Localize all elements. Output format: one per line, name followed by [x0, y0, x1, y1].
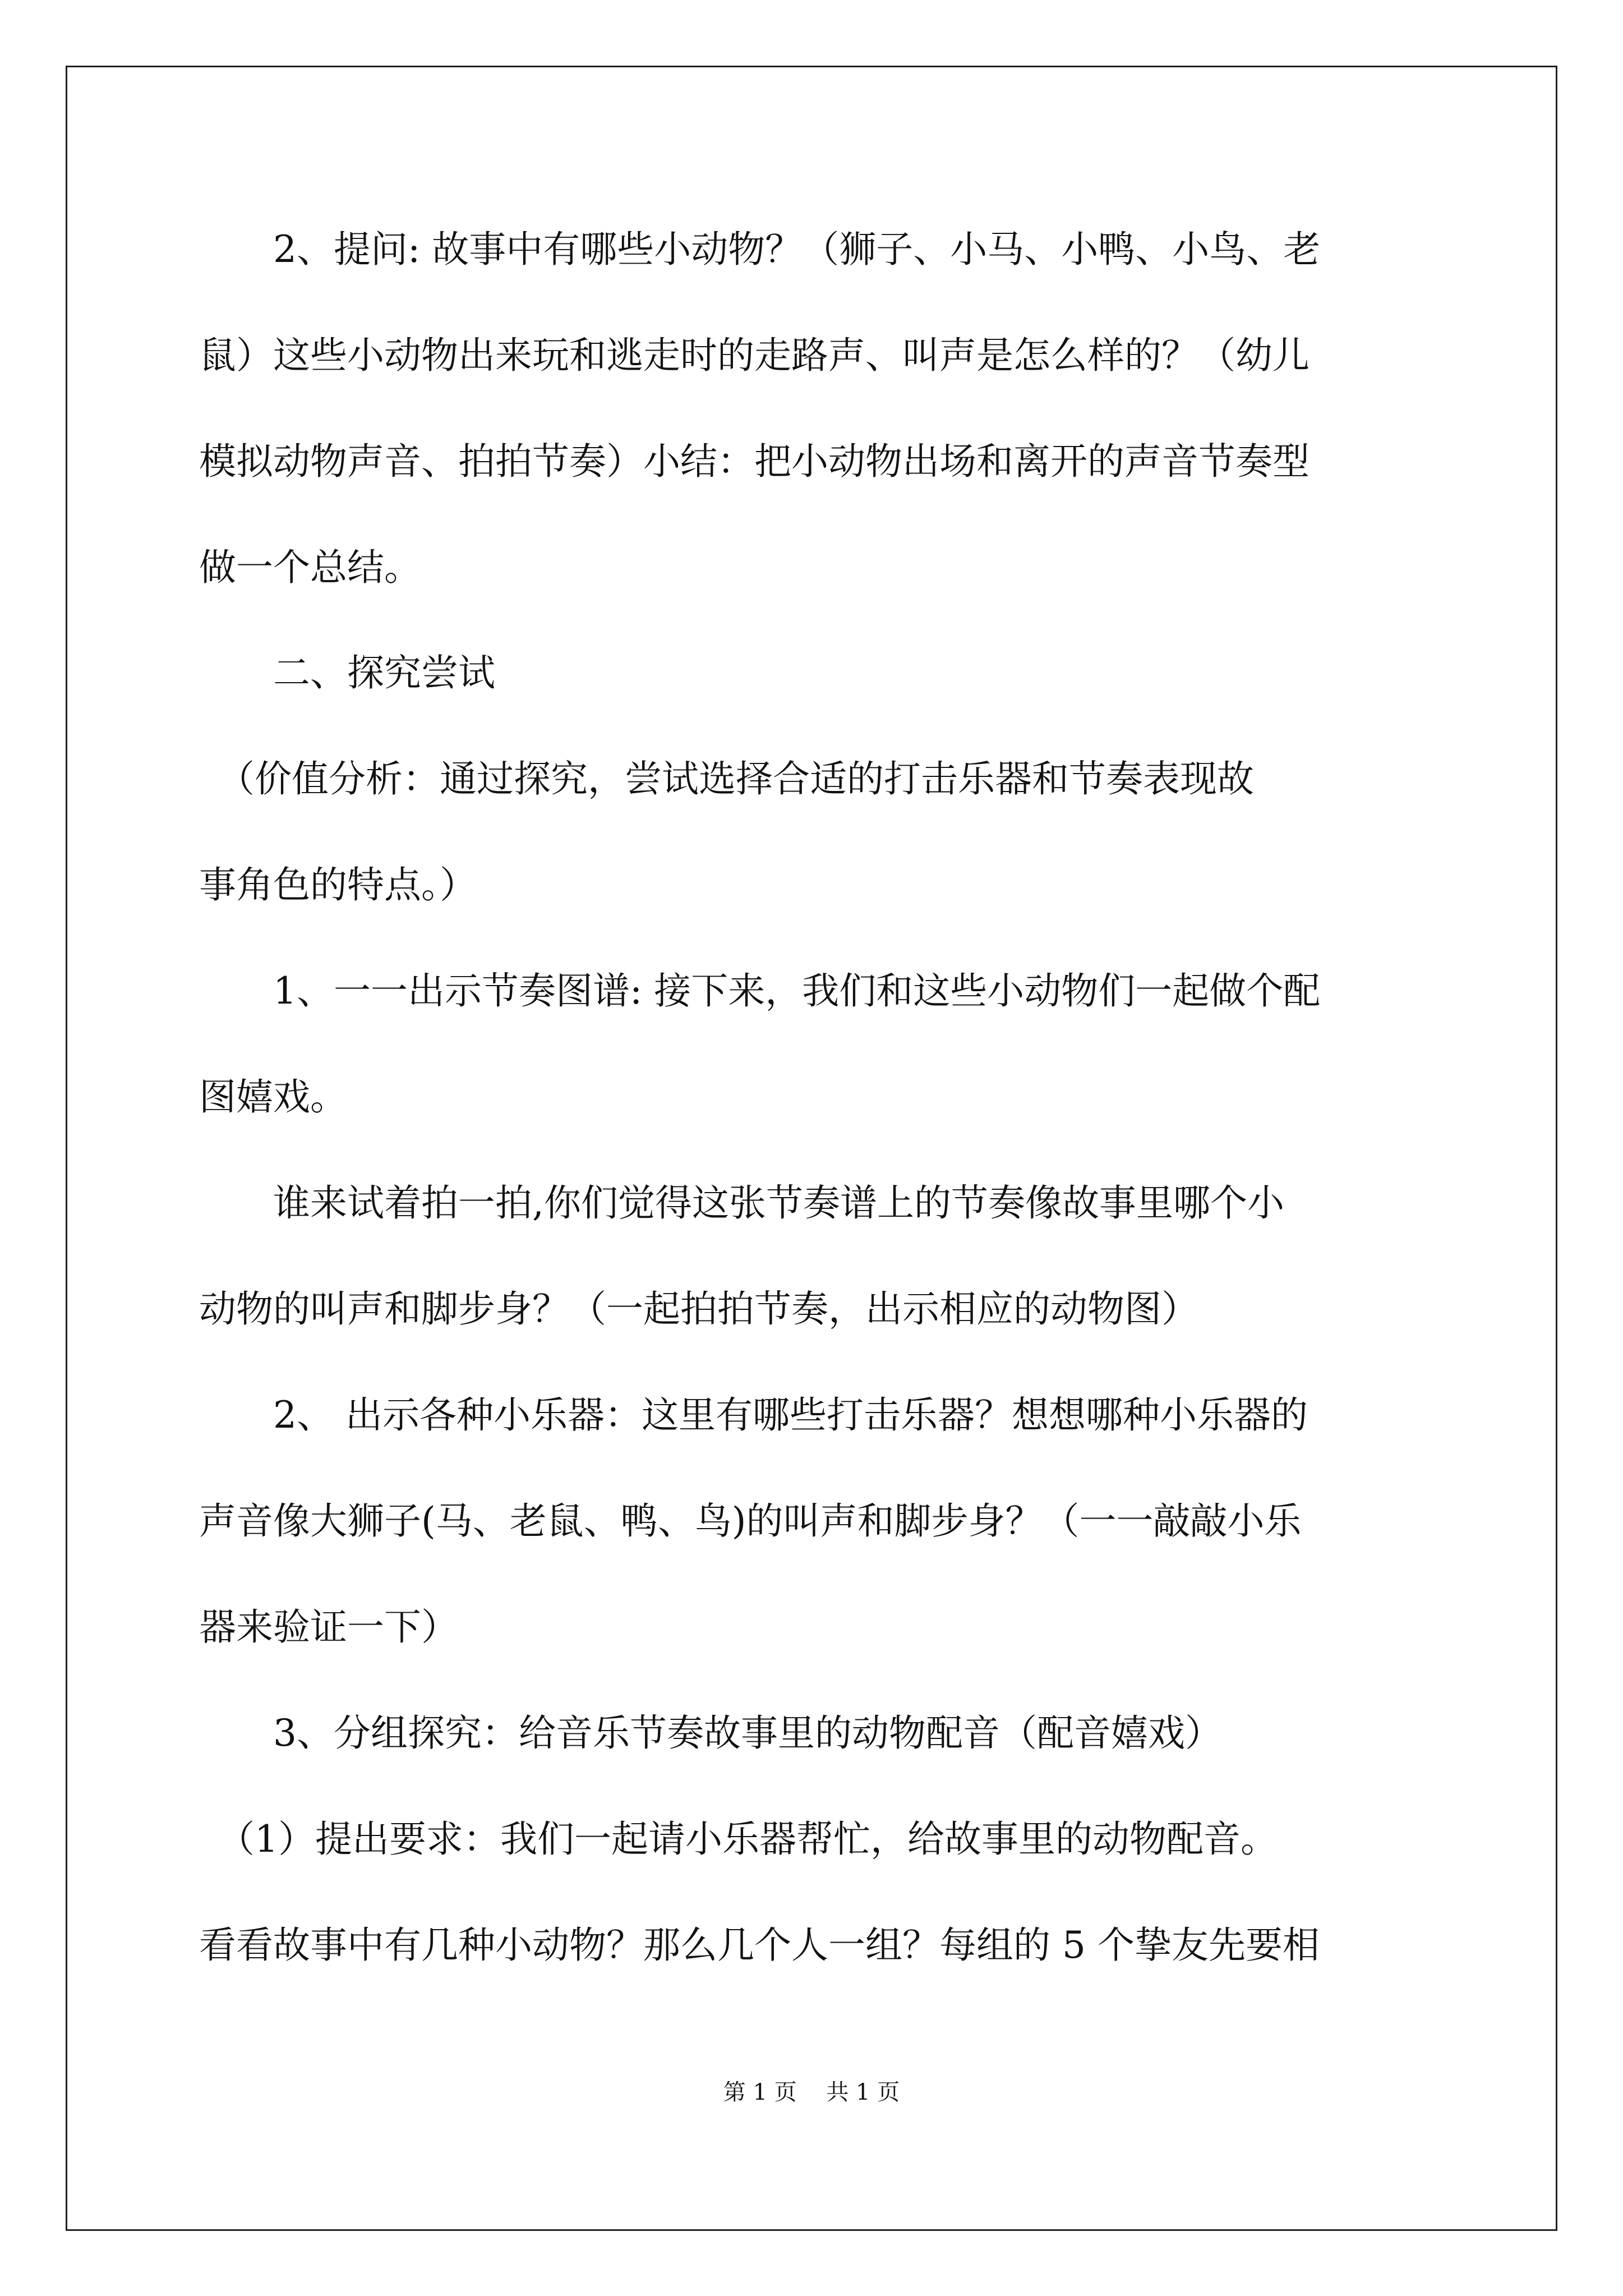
page-border — [66, 66, 1557, 2231]
text-line: 2、提问: 故事中有哪些小动物？（狮子、小马、小鸭、小鸟、老 — [199, 228, 1321, 271]
text-line: （1）提出要求：我们一起请小乐器帮忙，给故事里的动物配音。 — [199, 1818, 1278, 1861]
page-footer: 第 1 页 共 1 页 — [723, 2079, 900, 2105]
text-line: 谁来试着拍一拍,你们觉得这张节奏谱上的节奏像故事里哪个小 — [199, 1181, 1284, 1225]
text-line: （价值分析：通过探究，尝试选择合适的打击乐器和节奏表现故 — [199, 757, 1254, 800]
text-line: 声音像大狮子(马、老鼠、鸭、鸟)的叫声和脚步身？（一一敲敲小乐 — [199, 1499, 1302, 1543]
text-line: 模拟动物声音、拍拍节奏）小结：把小动物出场和离开的声音节奏型 — [199, 440, 1310, 483]
section-heading: 二、探究尝试 — [199, 651, 495, 694]
text-line: 看看故事中有几种小动物？那么几个人一组？每组的 5 个挚友先要相 — [199, 1924, 1320, 1967]
text-line: 3、分组探究：给音乐节奏故事里的动物配音（配音嬉戏） — [199, 1711, 1222, 1755]
text-line: 鼠）这些小动物出来玩和逃走时的走路声、叫声是怎么样的？（幼儿 — [199, 334, 1310, 377]
text-line: 动物的叫声和脚步身？（一起拍拍节奏，出示相应的动物图） — [199, 1287, 1198, 1331]
text-line: 图嬉戏。 — [199, 1075, 347, 1119]
text-line: 器来验证一下） — [199, 1605, 458, 1649]
text-line: 做一个总结。 — [199, 546, 421, 589]
text-line: 事角色的特点。） — [199, 863, 477, 907]
text-line: 2、 出示各种小乐器：这里有哪些打击乐器？想想哪种小乐器的 — [199, 1393, 1308, 1437]
text-line: 1、一一出示节奏图谱: 接下来，我们和这些小动物们一起做个配 — [199, 969, 1321, 1013]
